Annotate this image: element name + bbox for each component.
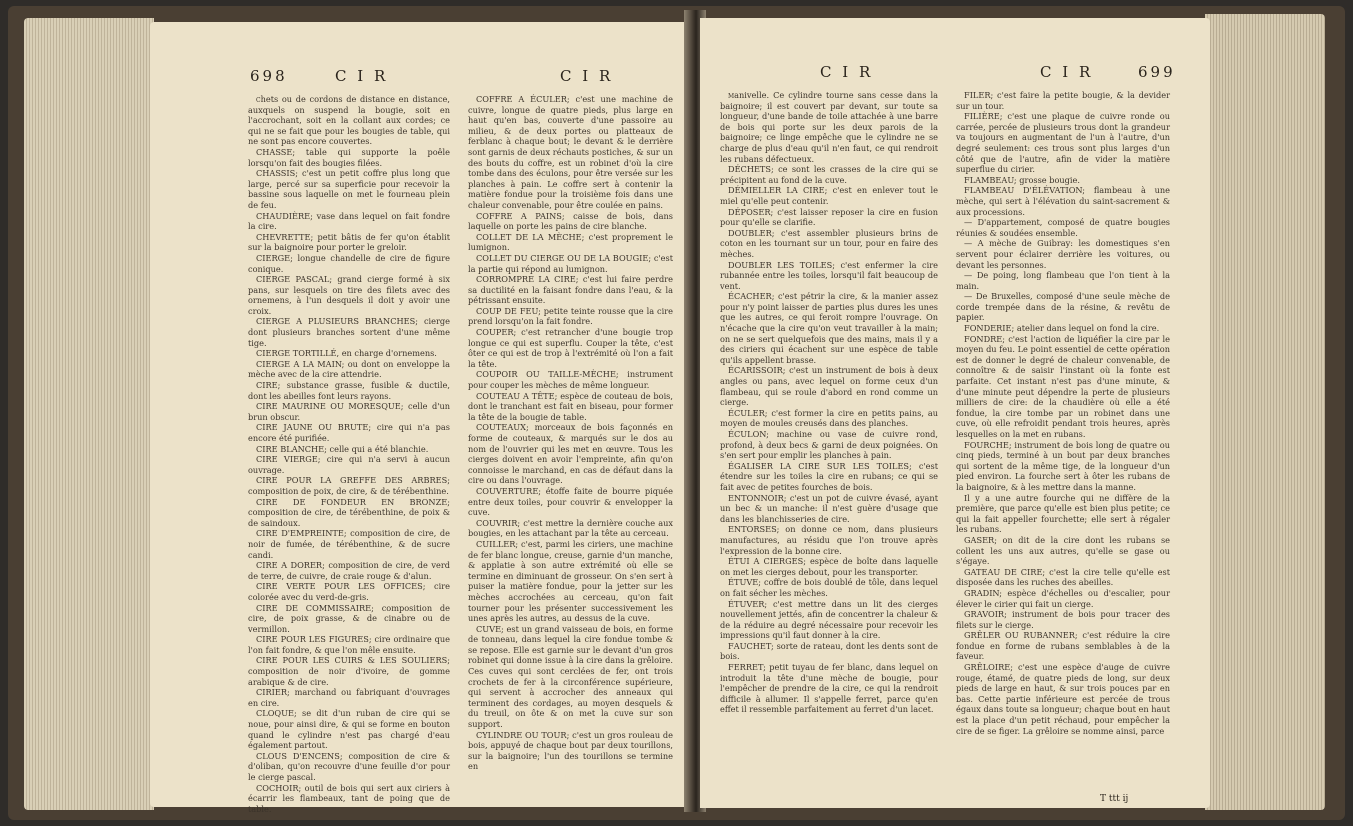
entry: ÉTUI A CIERGES; espèce de boîte dans laquelle on met les cierges debout, pour les transporter. [720, 556, 938, 577]
entry: ÉCULON; machine ou vase de cuivre rond, profond, à deux becs & garni de deux poignées. On s'en sert pour emplir les planches à pain. [720, 429, 938, 461]
entry: CIRE A DORER; composition de cire, de verd de terre, de cuivre, de craie rouge & d'alun. [248, 560, 450, 581]
entry: COFFRE A ÉCULER; c'est une machine de cuivre, longue de quatre pieds, plus large en haut qu'en bas, couverte d'une passoire au milieu, & de deux portes ou platteaux de ferblanc à chaque bout; le devant & le derrière sont garnis de deux réchauts postiches, & sur un des bouts du coffre, est un robinet d'où la cire tombe dans des éculons, pour être versée sur les planches à pain. Le coffre sert à contenir la matière fondue pour la troisième fois dans une chaleur convenable, pour être coulée en pains. [468, 94, 673, 210]
entry: FONDRE; c'est l'action de liquéfier la cire par le moyen du feu. Le point essentiel de cette opération est de donner le degré de chaleur convenable, de connoître & de saisir l'instant où la fonte est parfaite. Cet instant n'est pas d'une minute, & d'une minute peut dépendre la perte de plusieurs milliers de cire: de la chaudière où elle a été fondue, la cire tombe par un robinet dans une cuve, où elle refroidit pendant trois heures, après lesquelles on la met en rubans. [956, 333, 1170, 439]
entry: CLOQUE; se dit d'un ruban de cire qui se noue, pour ainsi dire, & qui se forme en bouton quand le cylindre n'est pas chargé d'eau également partout. [248, 708, 450, 751]
entry: CIRE POUR LA GREFFE DES ARBRES; composition de poix, de cire, & de térébenthine. [248, 475, 450, 496]
left-header-right: C I R [560, 67, 614, 85]
entry: DÉMIELLER LA CIRE; c'est en enlever tout le miel qu'elle peut contenir. [720, 185, 938, 206]
left-page-number: 698 [250, 67, 288, 85]
entry: CIERGE A PLUSIEURS BRANCHES; cierge dont plusieurs branches sortent d'une même tige. [248, 316, 450, 348]
entry: DÉPOSER; c'est laisser reposer la cire en fusion pour qu'elle se clarifie. [720, 206, 938, 228]
entry: ÉTUVE; coffre de bois doublé de tôle, dans lequel on fait sécher les mèches. [720, 577, 938, 598]
entry: ÉCARISSOIR; c'est un instrument de bois à deux angles ou pans, avec lequel on forme ceux d'un flambeau, qui se roule d'abord en rond comme un cierge. [720, 365, 938, 408]
entry: CIRE BLANCHE; celle qui a été blanchie. [256, 443, 429, 454]
entry: GRÊLER OU RUBANNER; c'est réduire la cire fondue en forme de rubans semblables à de la faveur. [956, 630, 1170, 662]
entry: ÉCULER; c'est former la cire en petits pains, au moyen de moules creusés dans des planches. [720, 407, 938, 429]
entry: COCHOIR; outil de bois qui sert aux ciriers à écarrir les flambeaux, tant de poing que de table. [248, 782, 450, 814]
entry: ÉCACHER; c'est pétrir la cire, & la manier assez pour n'y point laisser de parties plus dures les unes que les autres, ce qui feroit rompre l'ouvrage. On n'écache que la cire qu'on veut travailler à la main; on ne se sert quelquefois que des mains, mais il y a des ciriers qui écachent sur une espèce de table qu'ils appellent brasse. [720, 291, 938, 365]
entry: manivelle. Ce cylindre tourne sans cesse dans la baignoire; il est couvert par devant, sur toute sa longueur, d'une bande de toile attachée à une barre de bois qui porte sur les deux parois de la baignoire; ce linge empêche que le cylindre ne se charge de plus d'eau qu'il n'en faut, ce qui rendroit les rubans défectueux. [720, 90, 938, 164]
entry: GRÊLOIRE; c'est une espèce d'auge de cuivre rouge, étamé, de quatre pieds de long, sur deux pieds de large en haut, & sur trois pouces par en bas. Cette partie inférieure est percée de trous égaux dans toute sa longueur; chaque bout en haut est la place d'un petit réchaud, pour empêcher la cire de se figer. La grêloire se nomme ainsi, parce [956, 662, 1170, 736]
right-page [700, 18, 1210, 808]
entry: CIRE JAUNE OU BRUTE; cire qui n'a pas encore été purifiée. [248, 422, 450, 443]
entry: COUTEAU A TÊTE; espèce de couteau de bois, dont le tranchant est fait en biseau, pour former la tête de la bougie de table. [468, 390, 673, 422]
entry: CIRE DE COMMISSAIRE; composition de cire, de poix grasse, & de cinabre ou de vermillon. [248, 602, 450, 634]
page-edges-left [24, 18, 154, 810]
entry: CIERGE TORTILLÉ, en charge d'ornemens. [256, 348, 437, 359]
left-page [150, 22, 688, 814]
entry: GRAVOIR; instrument de bois pour tracer des filets sur le cierge. [956, 609, 1170, 630]
right-header-left: C I R [820, 63, 874, 81]
entry: GASER; on dit de la cire dont les rubans se collent les uns aux autres, qu'elle se gase ou s'égaye. [956, 534, 1170, 567]
right-column-1 [720, 90, 938, 715]
entry: FERRET; petit tuyau de fer blanc, dans lequel on introduit la tête d'une mèche de bougie, pour l'empêcher de prendre de la cire, ce qui la rendroit difficile à allumer. Il s'appelle ferret, parce qu'en effet il ressemble parfaitement au ferret d'un lacet. [720, 662, 938, 715]
entry: CIRE DE FONDEUR EN BRONZE; composition de cire, de térébenthine, de poix & de saindoux. [248, 496, 450, 528]
entry: CIRE; substance grasse, fusible & ductile, dont les abeilles font leurs rayons. [248, 380, 450, 401]
entry: CIERGE A LA MAIN; ou dont on enveloppe la mèche avec de la cire attendrie. [248, 358, 450, 380]
right-column-2 [956, 90, 1170, 736]
entry: ENTORSES; on donne ce nom, dans plusieurs manufactures, au résidu que l'on trouve après l'expression de la bonne cire. [720, 524, 938, 556]
entry: COUTEAUX; morceaux de bois façonnés en forme de couteaux, & marqués sur le dos au nom de l'ouvrier qui les met en œuvre. Tous les cierges doivent en avoir l'empreinte, afin qu'on connoisse le marchand, en cas de défaut dans la cire ou dans l'ouvrage. [468, 422, 673, 486]
left-column-1 [248, 94, 450, 814]
left-header-left: C I R [335, 67, 389, 85]
entry: CUILLER; c'est, parmi les ciriers, une machine de fer blanc longue, creuse, garnie d'un manche, & applatie à son autre extrémité où elle se termine en diminuant de grosseur. On s'en sert à puiser la matière fondue, pour la jetter sur les mèches accrochées au cerceau, qu'on fait tourner pour les présenter successivement les unes après les autres, au dessus de la cuve. [468, 538, 673, 624]
entry: CIRE MAURINE OU MORESQUE; celle d'un brun obscur. [248, 401, 450, 422]
entry: GRADIN; espèce d'échelles ou d'escalier, pour élever le cirier qui fait un cierge. [956, 587, 1170, 609]
entry: FLAMBEAU D'ÉLÉVATION; flambeau à une mèche, qui sert à l'élévation du saint-sacrement & aux processions. [956, 185, 1170, 217]
entry: FILIÈRE; c'est une plaque de cuivre ronde ou carrée, percée de plusieurs trous dont la grandeur va toujours en augmentant de l'un à l'autre, d'un degré seulement: ces trous sont plus larges d'un côté que de l'autre, afin de vider la matière superflue du cirier. [956, 111, 1170, 175]
right-header-right: C I R [1040, 63, 1094, 81]
entry: COFFRE A PAINS; caisse de bois, dans laquelle on porte les pains de cire blanche. [468, 210, 673, 232]
entry: CLOUS D'ENCENS; composition de cire & d'oliban, qu'on recouvre d'une feuille d'or pour le cierge pascal. [248, 750, 450, 782]
entry: COUVERTURE; étoffe faite de bourre piquée entre deux toiles, pour couvrir & envelopper la cuve. [468, 485, 673, 518]
entry: DOUBLER LES TOILES; c'est enfermer la cire rubannée entre les toiles, lorsqu'il fait beaucoup de vent. [720, 259, 938, 291]
entry: GATEAU DE CIRE; c'est la cire telle qu'elle est disposée dans les ruches des abeilles. [956, 566, 1170, 588]
entry: CIRE VIERGE; cire qui n'a servi à aucun ouvrage. [248, 454, 450, 475]
entry: CHEVRETTE; petit bâtis de fer qu'on établit sur la baignoire pour porter le greloir. [248, 231, 450, 253]
entry: FAUCHET; sorte de rateau, dont les dents sont de bois. [720, 640, 938, 662]
entry: CUVE; est un grand vaisseau de bois, en forme de tonneau, dans lequel la cire fondue tombe & se repose. Elle est garnie sur le devant d'un gros robinet qui donne issue à la cire dans la grêloire. Ces cuves qui sont cerclées de fer, ont trois crochets de fer à la circonférence supérieure, qui servent à accrocher des anneaux qui terminent des cordages, au moyen desquels & du treuil, on ôte & on met la cuve sur son support. [468, 623, 673, 730]
entry: CYLINDRE OU TOUR; c'est un gros rouleau de bois, appuyé de chaque bout par deux tourillons, sur la baignoire; l'un des tourillons se termine en [468, 729, 673, 772]
entry: CIRE D'EMPREINTE; composition de cire, de noir de fumée, de térébenthine, & de sucre candi. [248, 528, 450, 560]
entry: COUP DE FEU; petite teinte rousse que la cire prend lorsqu'on la fait fondre. [468, 305, 673, 327]
entry: CIRE VERTE POUR LES OFFICES; cire colorée avec du verd-de-gris. [248, 581, 450, 602]
entry: CHASSIS; c'est un petit coffre plus long que large, percé sur sa superficie pour recevoir la bassine sous laquelle on met le fourneau plein de feu. [248, 168, 450, 210]
entry: DOUBLER; c'est assembler plusieurs brins de coton en les tournant sur un tour, pour en faire des mèches. [720, 227, 938, 259]
entry: CORROMPRE LA CIRE; c'est lui faire perdre sa ductilité en la faisant fondre dans l'eau, & la pétrissant ensuite. [468, 274, 673, 306]
entry: COLLET DU CIERGE OU DE LA BOUGIE; c'est la partie qui répond au lumignon. [468, 252, 673, 274]
entry: ÉGALISER LA CIRE SUR LES TOILES; c'est étendre sur les toiles la cire en rubans; ce qui se fait avec de petites fourches de bois. [720, 460, 938, 492]
entry: CHAUDIÈRE; vase dans lequel on fait fondre la cire. [248, 210, 450, 232]
entry: ENTONNOIR; c'est un pot de cuivre évasé, ayant un bec & un manche: il n'est guère d'usage que dans les blanchisseries de cire. [720, 492, 938, 524]
entry: COUPOIR OU TAILLE-MÈCHE; instrument pour couper les mèches de même longueur. [468, 369, 673, 391]
entry: CIRE POUR LES CUIRS & LES SOULIERS; composition de noir d'ivoire, de gomme arabique & de cire. [248, 655, 450, 687]
left-column-2 [468, 94, 673, 772]
page-edges-right [1205, 14, 1325, 810]
entry: FOURCHE; instrument de bois long de quatre ou cinq pieds, terminé à un bout par deux branches qui sortent de la même tige, de la longueur d'un pied environ. La fourche sert à ôter les rubans de la baignoire, & à les mettre dans la manne. [956, 439, 1170, 492]
entry: chets ou de cordons de distance en distance, auxquels on suspend la bougie, soit en l'accrochant, soit en la collant aux cordes; ce qui ne se fait que pour les bougies de table, qui ne sont pas encore couvertes. [248, 94, 450, 147]
entry: CIRIER; marchand ou fabriquant d'ouvrages en cire. [248, 687, 450, 708]
entry: ÉTUVER; c'est mettre dans un lit des cierges nouvellement jettés, afin de concentrer la chaleur & de la réduire au degré nécessaire pour recevoir les impressions qu'il faut donner à la cire. [720, 598, 938, 641]
entry: CIRE POUR LES FIGURES; cire ordinaire que l'on fait fondre, & que l'on mêle ensuite. [248, 634, 450, 655]
signature-mark: T ttt ij [1100, 794, 1129, 804]
entry: — De poing, long flambeau que l'on tient à la main. [956, 270, 1170, 291]
entry: FONDERIE; atelier dans lequel on fond la cire. [964, 323, 1160, 334]
entry: — A mèche de Guibray: les domestiques s'en servent pour éclairer derrière les voitures, ou devant les personnes. [956, 238, 1170, 270]
right-page-number: 699 [1138, 63, 1176, 81]
entry: — D'appartement, composé de quatre bougies réunies & soudées ensemble. [956, 217, 1170, 238]
entry: FLAMBEAU; grosse bougie. [964, 174, 1080, 185]
entry: CHASSE; table qui supporte la poêle lorsqu'on fait des bougies filées. [248, 146, 450, 168]
entry: FILER; c'est faire la petite bougie, & la devider sur un tour. [956, 90, 1170, 111]
entry: DÉCHETS; ce sont les crasses de la cire qui se précipitent au fond de la cuve. [720, 164, 938, 185]
entry: COUVRIR; c'est mettre la dernière couche aux bougies, en les attachant par la tête au cerceau. [468, 517, 673, 539]
entry: — De Bruxelles, composé d'une seule mèche de corde trempée dans de la résine, & revêtu de papier. [956, 291, 1170, 323]
entry: CIERGE; longue chandelle de cire de figure conique. [248, 252, 450, 274]
entry: Il y a une autre fourche qui ne diffère de la première, que parce qu'elle est bien plus petite; ce qui la fait appeller fourchette; elle sert à régaler les rubans. [956, 492, 1170, 535]
entry: COUPER; c'est retrancher d'une bougie trop longue ce qui est superflu. Couper la tête, c'est ôter ce qui est de trop à l'extrémité où l'on a fait la tête. [468, 327, 673, 369]
entry: CIERGE PASCAL; grand cierge formé à six pans, sur lesquels on tire des filets avec des ornemens, à l'un desquels il doit y avoir une croix. [248, 274, 450, 316]
entry: COLLET DE LA MÈCHE; c'est proprement le lumignon. [468, 231, 673, 253]
